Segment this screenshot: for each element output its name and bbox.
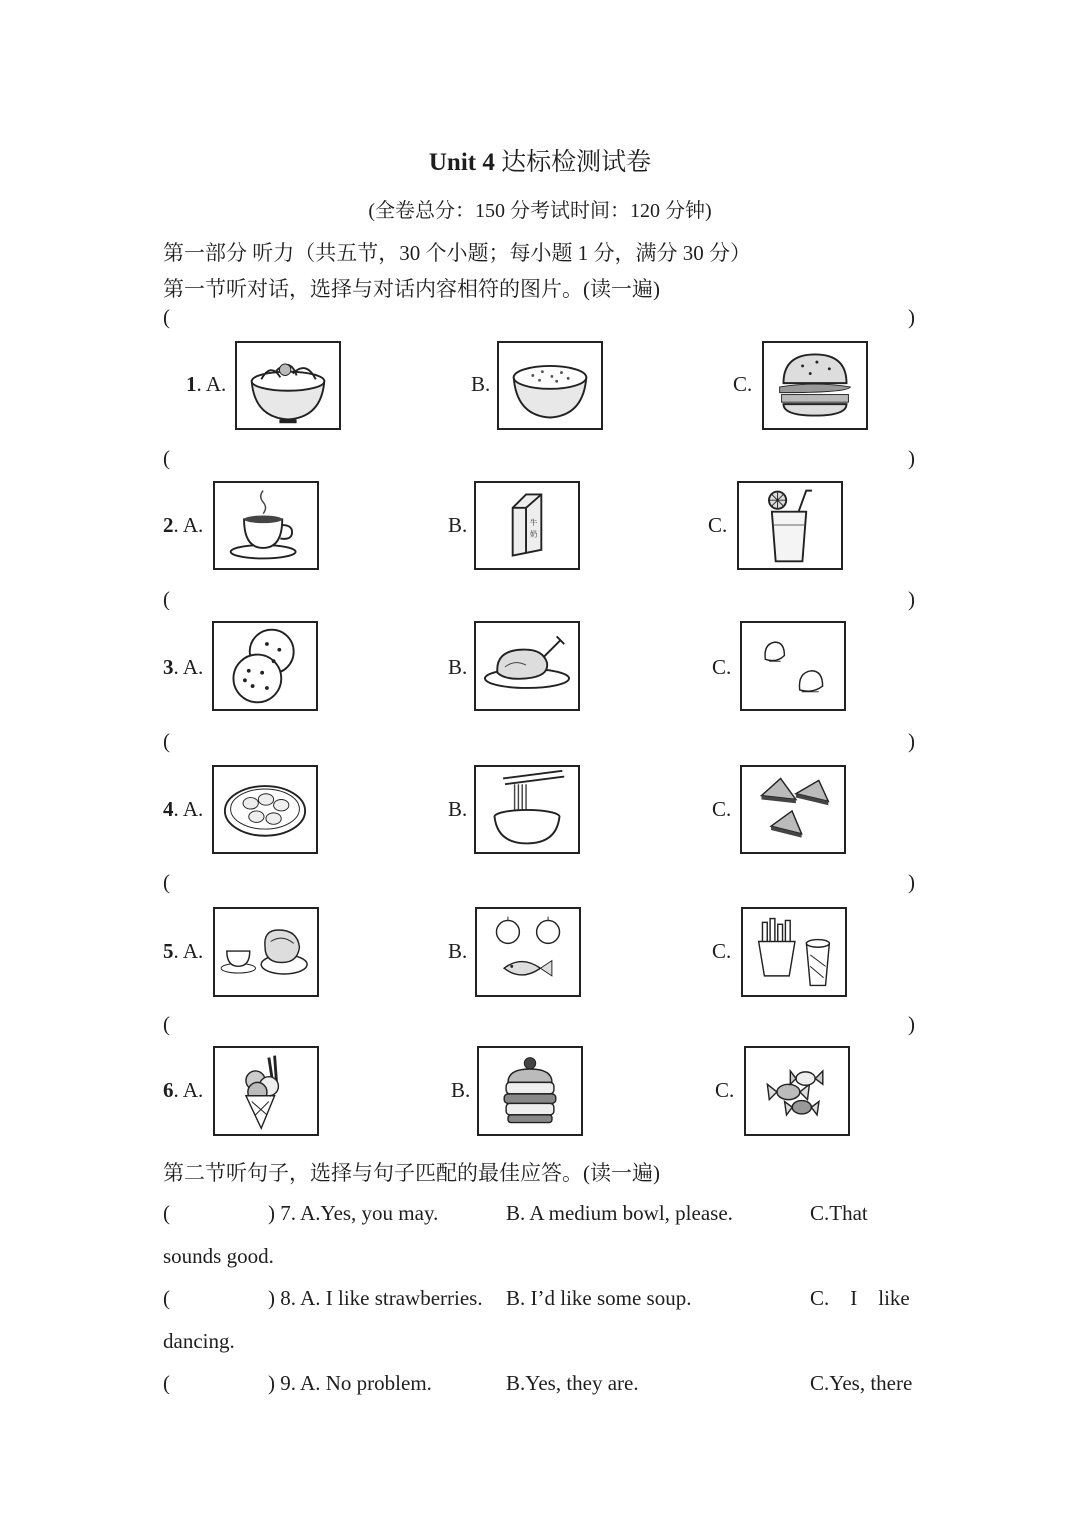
answer-paren-open: ( <box>163 1286 170 1310</box>
section2-instruction: 第二节听句子，选择与句子匹配的最佳应答。(读一遍) <box>163 1161 660 1185</box>
cake-icon[interactable] <box>477 1046 583 1136</box>
answer-paren-close: ) <box>908 446 915 470</box>
question-number: 5 <box>163 939 174 963</box>
tea-cup-icon[interactable] <box>213 481 319 570</box>
question-7-option-c: C.That <box>810 1201 868 1225</box>
option-a-label: . A. <box>173 1078 204 1102</box>
candies-icon[interactable] <box>744 1046 850 1136</box>
answer-paren-open: ( <box>163 446 170 470</box>
question-label <box>163 939 203 964</box>
question-9-option-a: ) 9. A. No problem. <box>268 1371 432 1395</box>
tea-and-bread-icon[interactable] <box>213 907 319 997</box>
option-b-label: B. <box>448 939 468 963</box>
answer-paren-open: ( <box>163 587 170 611</box>
question-label <box>163 513 203 538</box>
answer-paren-close: ) <box>908 305 915 329</box>
question-7-option-b: B. A medium bowl, please. <box>506 1201 733 1225</box>
milk-carton-icon[interactable] <box>474 481 580 570</box>
question-8-option-c-continued: dancing. <box>163 1329 235 1353</box>
answer-paren-open: ( <box>163 1371 170 1395</box>
question-8-option-b: B. I’d like some soup. <box>506 1286 692 1310</box>
page-title <box>0 142 1080 178</box>
option-c-label: C. <box>733 372 753 396</box>
title-unit: Unit 4 <box>428 149 495 176</box>
question-number: 3 <box>163 655 174 679</box>
hamburger-icon[interactable] <box>762 341 868 430</box>
answer-paren-open: ( <box>163 870 170 894</box>
rice-bowl-icon[interactable] <box>497 341 603 430</box>
option-b-label: B. <box>448 655 468 679</box>
option-a-label: . A. <box>173 939 204 963</box>
question-label <box>163 1078 203 1103</box>
noodles-chopsticks-icon[interactable] <box>474 765 580 854</box>
answer-paren-close: ) <box>908 587 915 611</box>
option-b-label: B. <box>448 513 468 537</box>
question-number: 4 <box>163 797 174 821</box>
question-number: 6 <box>163 1078 174 1102</box>
question-8-option-a: ) 8. A. I like strawberries. <box>268 1286 483 1310</box>
svg-text:牛: 牛 <box>529 518 538 528</box>
answer-paren-close: ) <box>908 1012 915 1036</box>
option-c-label: C. <box>712 797 732 821</box>
part1-heading: 第一部分 听力（共五节，30 个小题；每小题 1 分，满分 30 分） <box>163 241 751 265</box>
question-8-option-c: C. I like <box>810 1286 910 1310</box>
option-b-label: B. <box>471 372 491 396</box>
question-9-option-c: C.Yes, there <box>810 1371 913 1395</box>
answer-paren-open: ( <box>163 305 170 329</box>
answer-paren-open: ( <box>163 1012 170 1036</box>
roast-chicken-icon[interactable] <box>474 621 580 711</box>
option-b-label: B. <box>451 1078 471 1102</box>
answer-paren-open: ( <box>163 1201 170 1225</box>
question-7-option-a: ) 7. A.Yes, you may. <box>268 1201 439 1225</box>
option-c-label: C. <box>715 1078 735 1102</box>
option-a-label: . A. <box>173 797 204 821</box>
juice-glass-icon[interactable] <box>737 481 843 570</box>
option-c-label: C. <box>708 513 728 537</box>
cookies-icon[interactable] <box>212 621 318 711</box>
oranges-and-fish-icon[interactable] <box>475 907 581 997</box>
option-c-label: C. <box>712 655 732 679</box>
dumplings-icon[interactable] <box>212 765 318 854</box>
question-label <box>163 797 203 822</box>
option-a-label: . A. <box>196 372 227 396</box>
svg-text:奶: 奶 <box>529 529 538 539</box>
question-label <box>163 655 203 680</box>
option-b-label: B. <box>448 797 468 821</box>
question-number: 1 <box>186 372 197 396</box>
answer-paren-close: ) <box>908 870 915 894</box>
noodle-bowl-icon[interactable] <box>235 341 341 430</box>
option-a-label: . A. <box>173 513 204 537</box>
answer-paren-close: ) <box>908 729 915 753</box>
question-9-option-b: B.Yes, they are. <box>506 1371 639 1395</box>
answer-paren-open: ( <box>163 729 170 753</box>
exam-info: (全卷总分：150 分考试时间：120 分钟) <box>368 200 712 222</box>
option-c-label: C. <box>712 939 732 963</box>
section1-instruction: 第一节听对话，选择与对话内容相符的图片。(读一遍) <box>163 277 660 301</box>
question-number: 2 <box>163 513 174 537</box>
title-rest: 达标检测试卷 <box>501 149 652 176</box>
peaches-icon[interactable] <box>740 621 846 711</box>
question-7-option-c-continued: sounds good. <box>163 1244 274 1268</box>
sandwiches-icon[interactable] <box>740 765 846 854</box>
option-a-label: . A. <box>173 655 204 679</box>
question-label <box>186 372 226 397</box>
fries-and-drink-icon[interactable] <box>741 907 847 997</box>
ice-cream-icon[interactable] <box>213 1046 319 1136</box>
